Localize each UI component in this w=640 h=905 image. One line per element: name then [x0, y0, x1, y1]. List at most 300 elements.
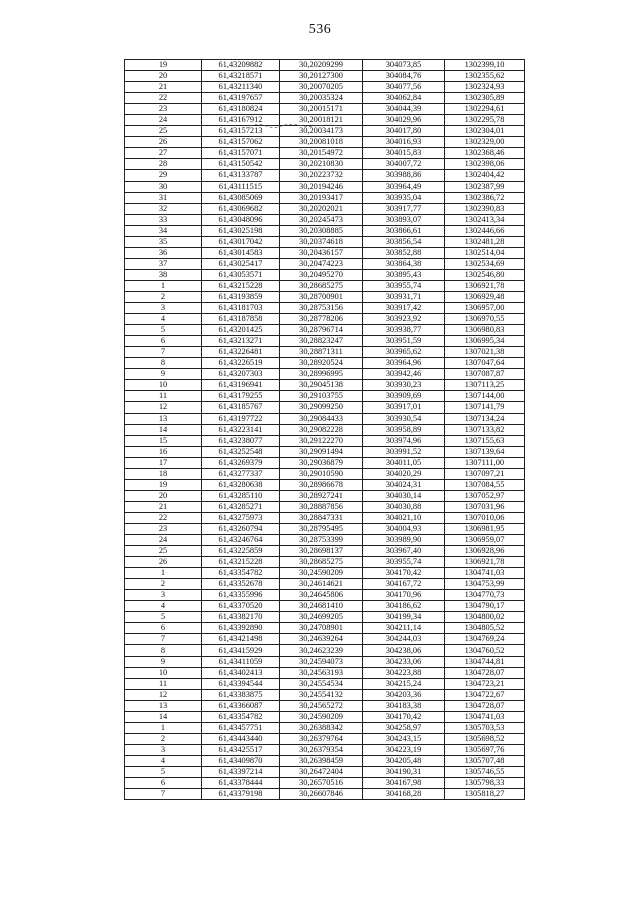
- table-row: [125, 93, 525, 104]
- latitude-cell: 61,43269379: [202, 457, 280, 468]
- x-coordinate-cell: 304215,24: [363, 678, 445, 689]
- longitude-cell: 30,24594073: [280, 656, 363, 667]
- y-coordinate-cell: 1307133,82: [445, 424, 525, 435]
- x-coordinate-cell: 304170,42: [363, 711, 445, 722]
- longitude-cell: 30,20202021: [280, 203, 363, 214]
- latitude-cell: 61,43370520: [202, 601, 280, 612]
- y-coordinate-cell: 1304741,03: [445, 568, 525, 579]
- latitude-cell: 61,43378444: [202, 778, 280, 789]
- table-row: [125, 612, 525, 623]
- y-coordinate-cell: 1302404,42: [445, 170, 525, 181]
- table-row: [125, 258, 525, 269]
- longitude-cell: 30,28920524: [280, 358, 363, 369]
- point-number-cell: 6: [125, 623, 202, 634]
- y-coordinate-cell: 1304790,17: [445, 601, 525, 612]
- x-coordinate-cell: 304233,06: [363, 656, 445, 667]
- point-number-cell: 15: [125, 435, 202, 446]
- y-coordinate-cell: 1307097,21: [445, 468, 525, 479]
- point-number-cell: 3: [125, 303, 202, 314]
- longitude-cell: 30,24681410: [280, 601, 363, 612]
- x-coordinate-cell: 303917,77: [363, 203, 445, 214]
- point-number-cell: 4: [125, 601, 202, 612]
- longitude-cell: 30,28871311: [280, 347, 363, 358]
- longitude-cell: 30,29091494: [280, 446, 363, 457]
- latitude-cell: 61,43392890: [202, 623, 280, 634]
- point-number-cell: 6: [125, 778, 202, 789]
- y-coordinate-cell: 1302390,83: [445, 203, 525, 214]
- longitude-cell: 30,20374618: [280, 236, 363, 247]
- table-row: [125, 82, 525, 93]
- longitude-cell: 30,26388342: [280, 722, 363, 733]
- y-coordinate-cell: 1307113,25: [445, 380, 525, 391]
- latitude-cell: 61,43260794: [202, 523, 280, 534]
- longitude-cell: 30,29103755: [280, 391, 363, 402]
- y-coordinate-cell: 1307052,97: [445, 490, 525, 501]
- x-coordinate-cell: 304199,34: [363, 612, 445, 623]
- longitude-cell: 30,24645806: [280, 590, 363, 601]
- longitude-cell: 30,28698137: [280, 546, 363, 557]
- x-coordinate-cell: 304029,96: [363, 115, 445, 126]
- latitude-cell: 61,43238077: [202, 435, 280, 446]
- longitude-cell: 30,26398459: [280, 755, 363, 766]
- x-coordinate-cell: 303951,59: [363, 336, 445, 347]
- point-number-cell: 5: [125, 767, 202, 778]
- table-row: [125, 722, 525, 733]
- point-number-cell: 16: [125, 446, 202, 457]
- latitude-cell: 61,43411059: [202, 656, 280, 667]
- x-coordinate-cell: 304021,10: [363, 512, 445, 523]
- longitude-cell: 30,26379764: [280, 733, 363, 744]
- y-coordinate-cell: 1302305,89: [445, 93, 525, 104]
- x-coordinate-cell: 303893,07: [363, 214, 445, 225]
- point-number-cell: 11: [125, 391, 202, 402]
- table-row: [125, 214, 525, 225]
- latitude-cell: 61,43225859: [202, 546, 280, 557]
- x-coordinate-cell: 303930,23: [363, 380, 445, 391]
- table-row: [125, 501, 525, 512]
- longitude-cell: 30,20034173: [280, 126, 363, 137]
- y-coordinate-cell: 1302446,66: [445, 225, 525, 236]
- table-row: [125, 546, 525, 557]
- x-coordinate-cell: 304044,39: [363, 104, 445, 115]
- point-number-cell: 8: [125, 358, 202, 369]
- x-coordinate-cell: 303935,04: [363, 192, 445, 203]
- x-coordinate-cell: 303964,49: [363, 181, 445, 192]
- table-row: [125, 148, 525, 159]
- latitude-cell: 61,43111515: [202, 181, 280, 192]
- longitude-cell: 30,28887856: [280, 501, 363, 512]
- latitude-cell: 61,43053571: [202, 269, 280, 280]
- y-coordinate-cell: 1304770,73: [445, 590, 525, 601]
- point-number-cell: 21: [125, 82, 202, 93]
- x-coordinate-cell: 304223,88: [363, 667, 445, 678]
- table-row: [125, 468, 525, 479]
- y-coordinate-cell: 1307087,87: [445, 369, 525, 380]
- longitude-cell: 30,20154972: [280, 148, 363, 159]
- table-row: [125, 314, 525, 325]
- table-row: [125, 512, 525, 523]
- point-number-cell: 5: [125, 612, 202, 623]
- longitude-cell: 30,20436157: [280, 247, 363, 258]
- x-coordinate-cell: 304077,56: [363, 82, 445, 93]
- longitude-cell: 30,29045138: [280, 380, 363, 391]
- table-row: [125, 402, 525, 413]
- point-number-cell: 1: [125, 280, 202, 291]
- table-row: [125, 767, 525, 778]
- point-number-cell: 6: [125, 336, 202, 347]
- y-coordinate-cell: 1307031,96: [445, 501, 525, 512]
- longitude-cell: 30,29036879: [280, 457, 363, 468]
- point-number-cell: 4: [125, 755, 202, 766]
- x-coordinate-cell: 304190,31: [363, 767, 445, 778]
- y-coordinate-cell: 1307139,64: [445, 446, 525, 457]
- longitude-cell: 30,24554132: [280, 689, 363, 700]
- point-number-cell: 7: [125, 347, 202, 358]
- table-row: [125, 424, 525, 435]
- y-coordinate-cell: 1306970,55: [445, 314, 525, 325]
- point-number-cell: 9: [125, 656, 202, 667]
- table-row: [125, 336, 525, 347]
- y-coordinate-cell: 1304744,81: [445, 656, 525, 667]
- x-coordinate-cell: 304073,85: [363, 60, 445, 71]
- longitude-cell: 30,20245473: [280, 214, 363, 225]
- longitude-cell: 30,29084433: [280, 413, 363, 424]
- point-number-cell: 31: [125, 192, 202, 203]
- latitude-cell: 61,43409870: [202, 755, 280, 766]
- longitude-cell: 30,24614621: [280, 579, 363, 590]
- latitude-cell: 61,43275973: [202, 512, 280, 523]
- point-number-cell: 3: [125, 590, 202, 601]
- point-number-cell: 2: [125, 291, 202, 302]
- longitude-cell: 30,28927241: [280, 490, 363, 501]
- table-row: [125, 755, 525, 766]
- table-row: [125, 303, 525, 314]
- x-coordinate-cell: 304011,05: [363, 457, 445, 468]
- y-coordinate-cell: 1306921,78: [445, 557, 525, 568]
- y-coordinate-cell: 1305707,48: [445, 755, 525, 766]
- x-coordinate-cell: 304062,84: [363, 93, 445, 104]
- point-number-cell: 14: [125, 711, 202, 722]
- table-row: [125, 380, 525, 391]
- y-coordinate-cell: 1302324,93: [445, 82, 525, 93]
- point-number-cell: 22: [125, 512, 202, 523]
- y-coordinate-cell: 1305697,76: [445, 744, 525, 755]
- latitude-cell: 61,43366087: [202, 700, 280, 711]
- point-number-cell: 8: [125, 645, 202, 656]
- table-row: [125, 413, 525, 424]
- y-coordinate-cell: 1307084,55: [445, 479, 525, 490]
- latitude-cell: 61,43069682: [202, 203, 280, 214]
- point-number-cell: 29: [125, 170, 202, 181]
- table-row: [125, 457, 525, 468]
- longitude-cell: 30,20193417: [280, 192, 363, 203]
- x-coordinate-cell: 304017,80: [363, 126, 445, 137]
- x-coordinate-cell: 304205,48: [363, 755, 445, 766]
- latitude-cell: 61,43355996: [202, 590, 280, 601]
- x-coordinate-cell: 303955,74: [363, 280, 445, 291]
- longitude-cell: 30,24623239: [280, 645, 363, 656]
- latitude-cell: 61,43014583: [202, 247, 280, 258]
- longitude-cell: 30,20210830: [280, 159, 363, 170]
- latitude-cell: 61,43226481: [202, 347, 280, 358]
- longitude-cell: 30,28700901: [280, 291, 363, 302]
- x-coordinate-cell: 304030,88: [363, 501, 445, 512]
- longitude-cell: 30,28753156: [280, 303, 363, 314]
- point-number-cell: 18: [125, 468, 202, 479]
- latitude-cell: 61,43277337: [202, 468, 280, 479]
- y-coordinate-cell: 1305746,55: [445, 767, 525, 778]
- table-row: [125, 678, 525, 689]
- longitude-cell: 30,29099250: [280, 402, 363, 413]
- longitude-cell: 30,28778206: [280, 314, 363, 325]
- table-row: [125, 269, 525, 280]
- point-number-cell: 13: [125, 700, 202, 711]
- y-coordinate-cell: 1302399,10: [445, 60, 525, 71]
- x-coordinate-cell: 303988,86: [363, 170, 445, 181]
- latitude-cell: 61,43354782: [202, 568, 280, 579]
- point-number-cell: 26: [125, 557, 202, 568]
- longitude-cell: 30,28847331: [280, 512, 363, 523]
- longitude-cell: 30,20209299: [280, 60, 363, 71]
- latitude-cell: 61,43180824: [202, 104, 280, 115]
- table-row: [125, 535, 525, 546]
- table-row: [125, 126, 525, 137]
- y-coordinate-cell: 1307047,64: [445, 358, 525, 369]
- y-coordinate-cell: 1306921,78: [445, 280, 525, 291]
- latitude-cell: 61,43379198: [202, 789, 280, 800]
- y-coordinate-cell: 1304769,24: [445, 634, 525, 645]
- latitude-cell: 61,43397214: [202, 767, 280, 778]
- point-number-cell: 3: [125, 744, 202, 755]
- longitude-cell: 30,20035324: [280, 93, 363, 104]
- table-row: [125, 490, 525, 501]
- latitude-cell: 61,43201425: [202, 325, 280, 336]
- table-row: [125, 579, 525, 590]
- x-coordinate-cell: 303965,62: [363, 347, 445, 358]
- point-number-cell: 35: [125, 236, 202, 247]
- y-coordinate-cell: 1307010,06: [445, 512, 525, 523]
- table-row: [125, 225, 525, 236]
- coordinates-table-body: [125, 60, 525, 800]
- table-row: [125, 590, 525, 601]
- y-coordinate-cell: 1302294,61: [445, 104, 525, 115]
- point-number-cell: 23: [125, 523, 202, 534]
- x-coordinate-cell: 304167,72: [363, 579, 445, 590]
- y-coordinate-cell: 1304722,67: [445, 689, 525, 700]
- latitude-cell: 61,43457751: [202, 722, 280, 733]
- longitude-cell: 30,28986678: [280, 479, 363, 490]
- point-number-cell: 34: [125, 225, 202, 236]
- y-coordinate-cell: 1302329,00: [445, 137, 525, 148]
- latitude-cell: 61,43150542: [202, 159, 280, 170]
- y-coordinate-cell: 1305703,53: [445, 722, 525, 733]
- y-coordinate-cell: 1304753,99: [445, 579, 525, 590]
- table-row: [125, 645, 525, 656]
- latitude-cell: 61,43223141: [202, 424, 280, 435]
- x-coordinate-cell: 304015,83: [363, 148, 445, 159]
- y-coordinate-cell: 1302546,80: [445, 269, 525, 280]
- longitude-cell: 30,24708901: [280, 623, 363, 634]
- point-number-cell: 33: [125, 214, 202, 225]
- x-coordinate-cell: 304020,29: [363, 468, 445, 479]
- longitude-cell: 30,20474223: [280, 258, 363, 269]
- table-row: [125, 181, 525, 192]
- table-row: [125, 170, 525, 181]
- table-row: [125, 778, 525, 789]
- latitude-cell: 61,43421498: [202, 634, 280, 645]
- y-coordinate-cell: 1302481,28: [445, 236, 525, 247]
- latitude-cell: 61,43181703: [202, 303, 280, 314]
- longitude-cell: 30,20308885: [280, 225, 363, 236]
- x-coordinate-cell: 304258,97: [363, 722, 445, 733]
- table-row: [125, 601, 525, 612]
- table-row: [125, 203, 525, 214]
- latitude-cell: 61,43207303: [202, 369, 280, 380]
- x-coordinate-cell: 304007,72: [363, 159, 445, 170]
- longitude-cell: 30,20495270: [280, 269, 363, 280]
- latitude-cell: 61,43443440: [202, 733, 280, 744]
- latitude-cell: 61,43167912: [202, 115, 280, 126]
- x-coordinate-cell: 303967,40: [363, 546, 445, 557]
- x-coordinate-cell: 303942,46: [363, 369, 445, 380]
- x-coordinate-cell: 304170,42: [363, 568, 445, 579]
- longitude-cell: 30,28685275: [280, 280, 363, 291]
- y-coordinate-cell: 1307144,00: [445, 391, 525, 402]
- point-number-cell: 21: [125, 501, 202, 512]
- latitude-cell: 61,43354782: [202, 711, 280, 722]
- y-coordinate-cell: 1302534,69: [445, 258, 525, 269]
- latitude-cell: 61,43394544: [202, 678, 280, 689]
- x-coordinate-cell: 304167,98: [363, 778, 445, 789]
- y-coordinate-cell: 1304728,07: [445, 700, 525, 711]
- coordinates-table: [124, 59, 525, 800]
- y-coordinate-cell: 1304723,21: [445, 678, 525, 689]
- latitude-cell: 61,43213271: [202, 336, 280, 347]
- point-number-cell: 13: [125, 413, 202, 424]
- latitude-cell: 61,43157062: [202, 137, 280, 148]
- x-coordinate-cell: 304004,93: [363, 523, 445, 534]
- x-coordinate-cell: 304186,62: [363, 601, 445, 612]
- point-number-cell: 2: [125, 579, 202, 590]
- latitude-cell: 61,43226519: [202, 358, 280, 369]
- longitude-cell: 30,26607846: [280, 789, 363, 800]
- x-coordinate-cell: 304243,15: [363, 733, 445, 744]
- x-coordinate-cell: 303938,77: [363, 325, 445, 336]
- y-coordinate-cell: 1306928,96: [445, 546, 525, 557]
- longitude-cell: 30,29010590: [280, 468, 363, 479]
- x-coordinate-cell: 304168,28: [363, 789, 445, 800]
- table-row: [125, 192, 525, 203]
- point-number-cell: 19: [125, 479, 202, 490]
- table-row: [125, 634, 525, 645]
- latitude-cell: 61,43185767: [202, 402, 280, 413]
- table-row: [125, 700, 525, 711]
- latitude-cell: 61,43025417: [202, 258, 280, 269]
- point-number-cell: 7: [125, 634, 202, 645]
- longitude-cell: 30,28685275: [280, 557, 363, 568]
- y-coordinate-cell: 1302387,99: [445, 181, 525, 192]
- table-row: [125, 60, 525, 71]
- longitude-cell: 30,24590209: [280, 568, 363, 579]
- longitude-cell: 30,24563193: [280, 667, 363, 678]
- table-row: [125, 325, 525, 336]
- point-number-cell: 10: [125, 380, 202, 391]
- x-coordinate-cell: 303923,92: [363, 314, 445, 325]
- longitude-cell: 30,20127300: [280, 71, 363, 82]
- table-row: [125, 733, 525, 744]
- point-number-cell: 25: [125, 546, 202, 557]
- x-coordinate-cell: 304244,03: [363, 634, 445, 645]
- y-coordinate-cell: 1305818,27: [445, 789, 525, 800]
- point-number-cell: 36: [125, 247, 202, 258]
- y-coordinate-cell: 1302398,06: [445, 159, 525, 170]
- y-coordinate-cell: 1304800,02: [445, 612, 525, 623]
- table-row: [125, 391, 525, 402]
- point-number-cell: 1: [125, 722, 202, 733]
- latitude-cell: 61,43246764: [202, 535, 280, 546]
- x-coordinate-cell: 304084,76: [363, 71, 445, 82]
- y-coordinate-cell: 1302355,62: [445, 71, 525, 82]
- x-coordinate-cell: 303917,42: [363, 303, 445, 314]
- longitude-cell: 30,26379354: [280, 744, 363, 755]
- x-coordinate-cell: 303989,90: [363, 535, 445, 546]
- x-coordinate-cell: 303856,54: [363, 236, 445, 247]
- longitude-cell: 30,26570516: [280, 778, 363, 789]
- latitude-cell: 61,43179255: [202, 391, 280, 402]
- point-number-cell: 12: [125, 402, 202, 413]
- point-number-cell: 28: [125, 159, 202, 170]
- latitude-cell: 61,43187858: [202, 314, 280, 325]
- x-coordinate-cell: 303895,43: [363, 269, 445, 280]
- latitude-cell: 61,43017042: [202, 236, 280, 247]
- longitude-cell: 30,29122270: [280, 435, 363, 446]
- longitude-cell: 30,28796714: [280, 325, 363, 336]
- x-coordinate-cell: 304024,31: [363, 479, 445, 490]
- y-coordinate-cell: 1302413,34: [445, 214, 525, 225]
- latitude-cell: 61,43025198: [202, 225, 280, 236]
- x-coordinate-cell: 304211,14: [363, 623, 445, 634]
- y-coordinate-cell: 1304805,52: [445, 623, 525, 634]
- latitude-cell: 61,43425517: [202, 744, 280, 755]
- table-row: [125, 667, 525, 678]
- x-coordinate-cell: 304170,96: [363, 590, 445, 601]
- y-coordinate-cell: 1307021,38: [445, 347, 525, 358]
- point-number-cell: 38: [125, 269, 202, 280]
- point-number-cell: 1: [125, 568, 202, 579]
- point-number-cell: 12: [125, 689, 202, 700]
- latitude-cell: 61,43215228: [202, 557, 280, 568]
- latitude-cell: 61,43197722: [202, 413, 280, 424]
- point-number-cell: 7: [125, 789, 202, 800]
- longitude-cell: 30,20070205: [280, 82, 363, 93]
- longitude-cell: 30,24554534: [280, 678, 363, 689]
- point-number-cell: 24: [125, 115, 202, 126]
- latitude-cell: 61,43048096: [202, 214, 280, 225]
- x-coordinate-cell: 303909,69: [363, 391, 445, 402]
- y-coordinate-cell: 1305698,52: [445, 733, 525, 744]
- y-coordinate-cell: 1307134,24: [445, 413, 525, 424]
- latitude-cell: 61,43352678: [202, 579, 280, 590]
- longitude-cell: 30,20223732: [280, 170, 363, 181]
- y-coordinate-cell: 1304741,03: [445, 711, 525, 722]
- x-coordinate-cell: 304183,38: [363, 700, 445, 711]
- x-coordinate-cell: 304030,14: [363, 490, 445, 501]
- latitude-cell: 61,43285110: [202, 490, 280, 501]
- latitude-cell: 61,43402413: [202, 667, 280, 678]
- y-coordinate-cell: 1305798,33: [445, 778, 525, 789]
- latitude-cell: 61,43211340: [202, 82, 280, 93]
- table-row: [125, 479, 525, 490]
